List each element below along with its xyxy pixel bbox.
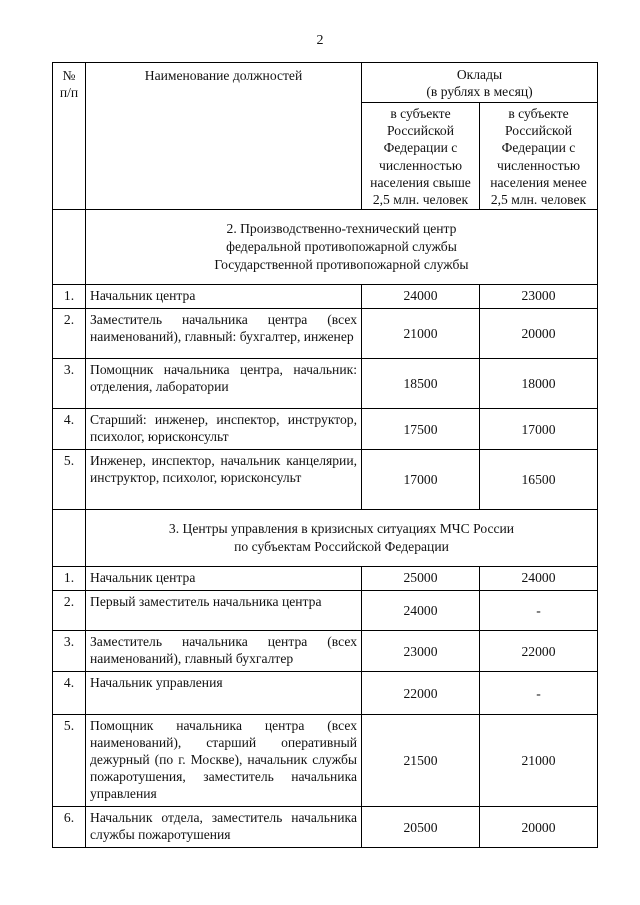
row-number: 4. [53, 672, 86, 715]
salary-over: 24000 [362, 285, 480, 309]
table-row [53, 285, 598, 309]
salary-under: 17000 [480, 409, 598, 450]
table-row [53, 672, 598, 715]
position-name: Помощник начальника центра, начальник: отделения, лаборатории [86, 359, 362, 409]
table-row [53, 450, 598, 510]
salary-under: - [480, 591, 598, 631]
row-number: 5. [53, 450, 86, 510]
header-row [53, 63, 598, 103]
salary-over: 20500 [362, 807, 480, 848]
position-name: Начальник отдела, заместитель начальника службы пожаротушения [86, 807, 362, 848]
header-col-under: в субъекте Российской Федерации с численностью населения менее 2,5 млн. человек [480, 103, 598, 210]
salary-under: 22000 [480, 631, 598, 672]
salary-over: 23000 [362, 631, 480, 672]
salary-over: 17000 [362, 450, 480, 510]
row-number: 5. [53, 715, 86, 807]
table-row [53, 807, 598, 848]
position-name: Первый заместитель начальника центра [86, 591, 362, 631]
salary-over: 25000 [362, 567, 480, 591]
row-number: 6. [53, 807, 86, 848]
table-row [53, 359, 598, 409]
header-num: № п/п [53, 63, 86, 210]
header-salary: Оклады (в рублях в месяц) [362, 63, 598, 103]
salary-over: 21000 [362, 309, 480, 359]
salary-over: 21500 [362, 715, 480, 807]
position-name: Начальник центра [86, 285, 362, 309]
row-number: 2. [53, 591, 86, 631]
position-name: Заместитель начальника центра (всех наименований), главный: бухгалтер, инженер [86, 309, 362, 359]
position-name: Инженер, инспектор, начальник канцелярии, инструктор, психолог, юрисконсульт [86, 450, 362, 510]
position-name: Начальник управления [86, 672, 362, 715]
row-number: 2. [53, 309, 86, 359]
section-header-row [53, 210, 598, 285]
row-number: 1. [53, 567, 86, 591]
table-row [53, 567, 598, 591]
salary-under: 20000 [480, 309, 598, 359]
table-row [53, 631, 598, 672]
salary-under: 20000 [480, 807, 598, 848]
section-num-cell [53, 210, 86, 285]
salary-under: 18000 [480, 359, 598, 409]
salary-under: 24000 [480, 567, 598, 591]
position-name: Заместитель начальника центра (всех наименований), главный бухгалтер [86, 631, 362, 672]
section-title: 3. Центры управления в кризисных ситуациях МЧС России по субъектам Российской Федерации [86, 510, 598, 567]
row-number: 3. [53, 359, 86, 409]
salary-over: 24000 [362, 591, 480, 631]
salary-under: 23000 [480, 285, 598, 309]
row-number: 3. [53, 631, 86, 672]
salary-under: - [480, 672, 598, 715]
position-name: Начальник центра [86, 567, 362, 591]
salary-table [52, 62, 598, 848]
salary-under: 16500 [480, 450, 598, 510]
salary-over: 18500 [362, 359, 480, 409]
table-row [53, 591, 598, 631]
section-title: 2. Производственно-технический центр федеральной противопожарной службы Государственной противопожарной службы [86, 210, 598, 285]
salary-over: 17500 [362, 409, 480, 450]
row-number: 4. [53, 409, 86, 450]
table-row [53, 409, 598, 450]
position-name: Старший: инженер, инспектор, инструктор, психолог, юрисконсульт [86, 409, 362, 450]
row-number: 1. [53, 285, 86, 309]
section-num-cell [53, 510, 86, 567]
table-row [53, 309, 598, 359]
salary-table-body [53, 63, 598, 848]
page-number: 2 [316, 33, 324, 48]
header-position-name: Наименование должностей [86, 63, 362, 210]
salary-over: 22000 [362, 672, 480, 715]
header-col-over: в субъекте Российской Федерации с численностью населения свыше 2,5 млн. человек [362, 103, 480, 210]
position-name: Помощник начальника центра (всех наименований), старший оперативный дежурный (по г. Москве), начальник службы пожаротушения, заместитель начальника управления [86, 715, 362, 807]
section-header-row [53, 510, 598, 567]
salary-under: 21000 [480, 715, 598, 807]
table-row [53, 715, 598, 807]
